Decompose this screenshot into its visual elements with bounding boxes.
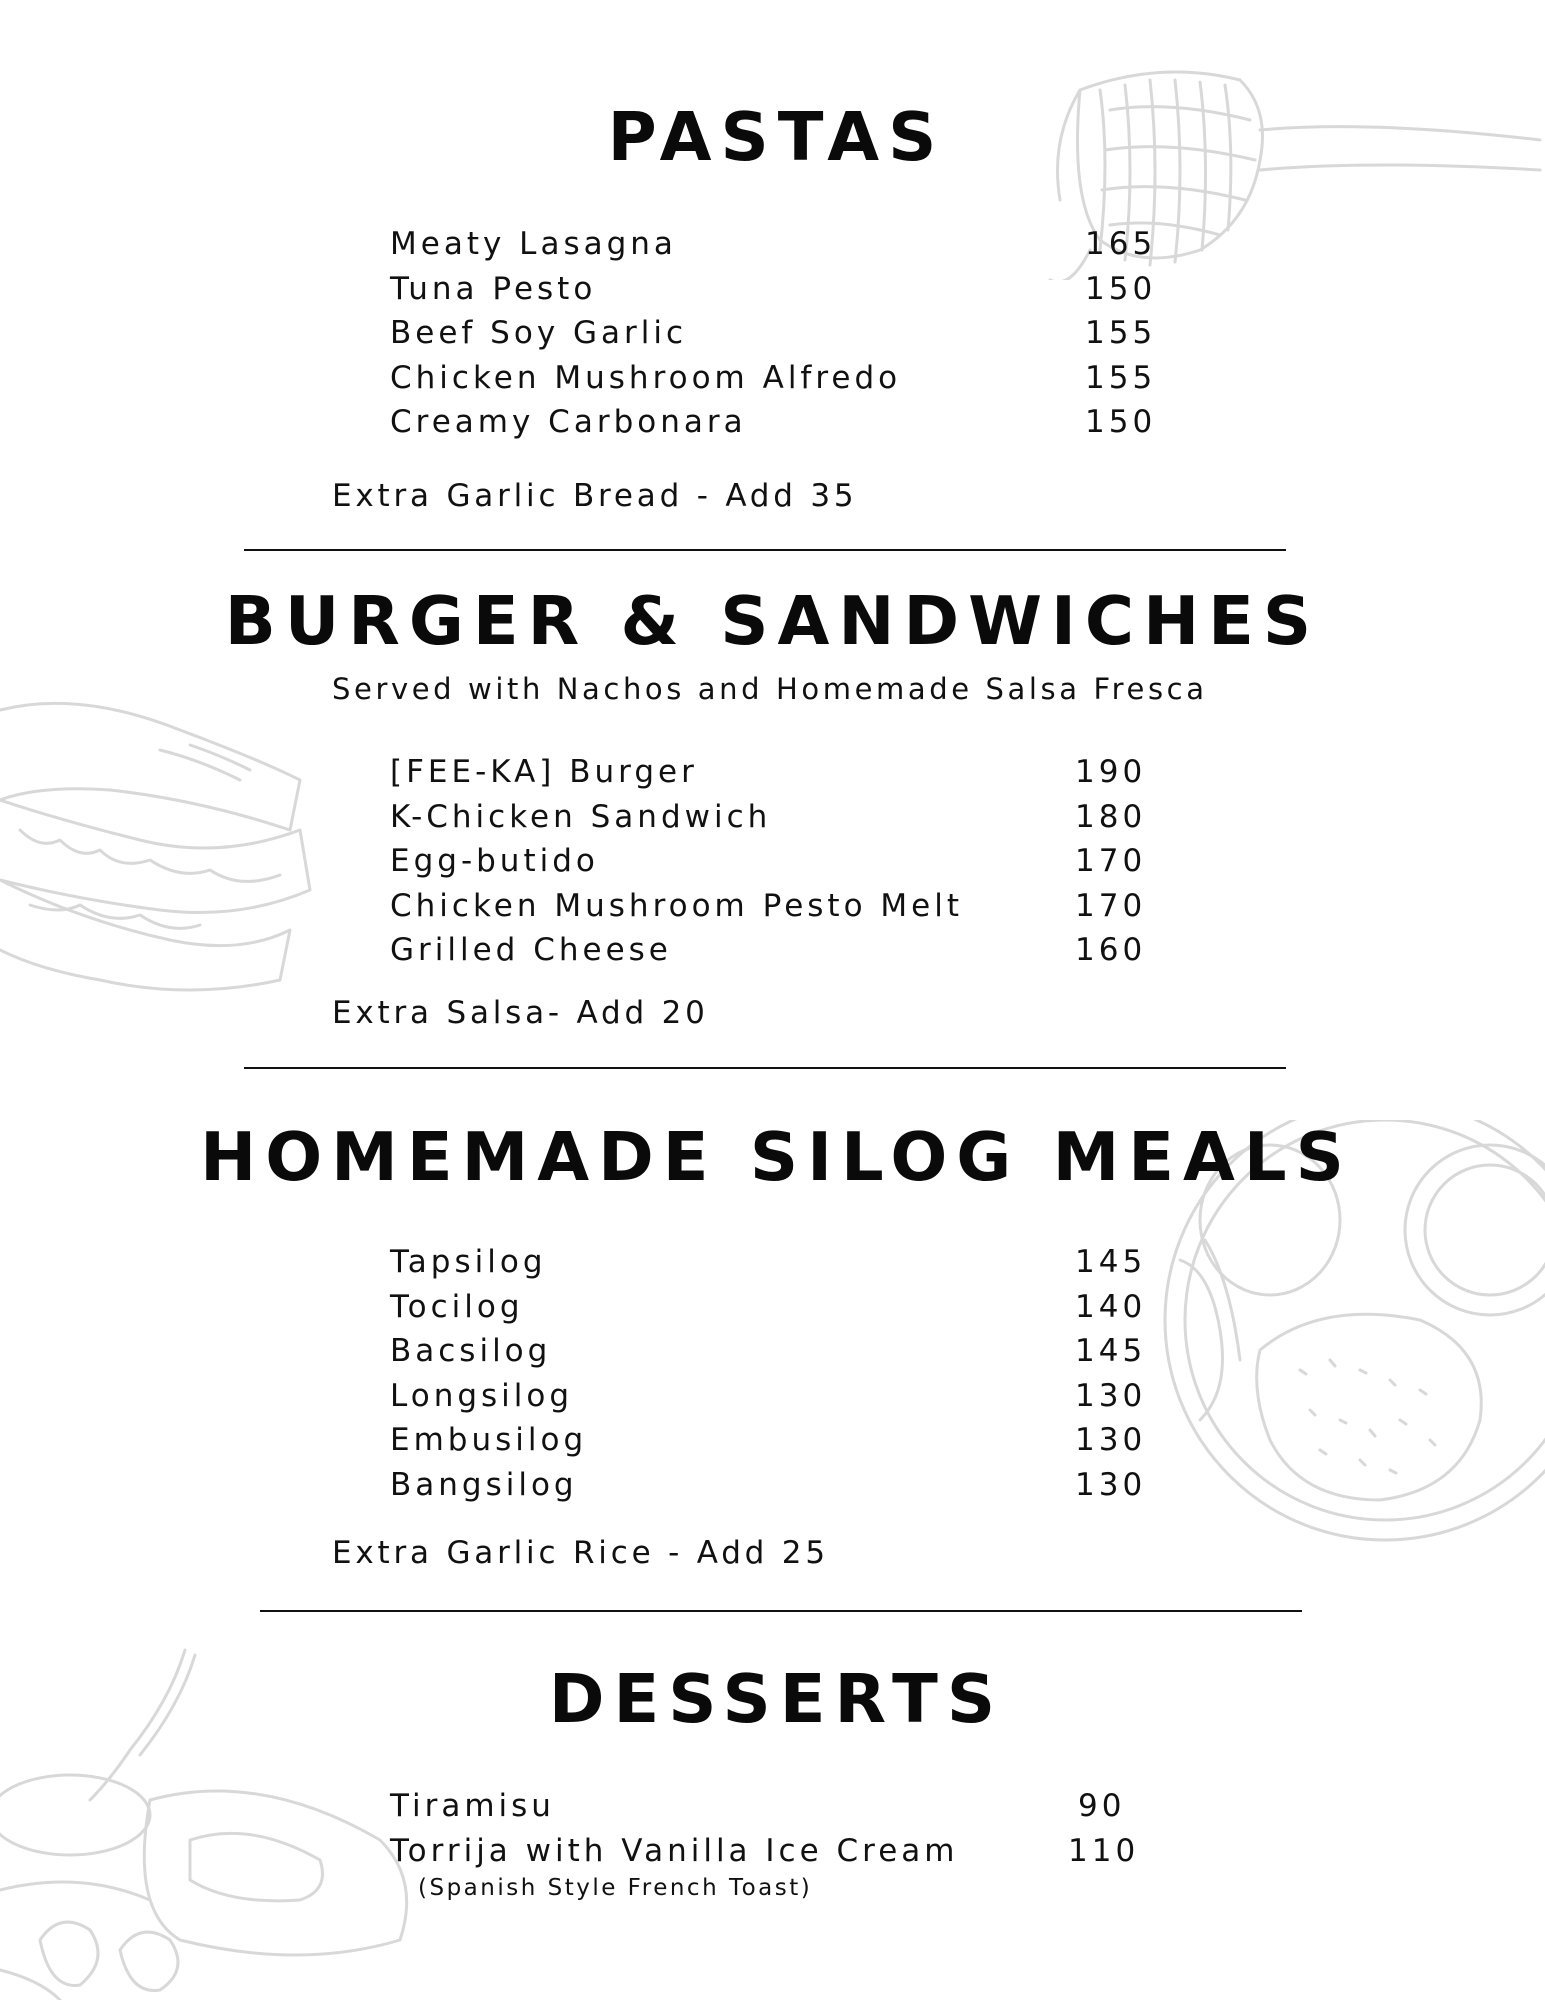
menu-item: Torrija with Vanilla Ice Cream 110	[390, 1832, 1140, 1869]
sandwich-icon	[0, 690, 330, 1000]
menu-item: Meaty Lasagna 165	[390, 226, 1157, 262]
extra-addon-burgers: Extra Salsa- Add 20	[332, 995, 709, 1031]
menu-item: Bangsilog 130	[390, 1466, 1147, 1503]
section-divider	[244, 549, 1286, 551]
section-title-burgers: BURGER & SANDWICHES	[224, 582, 1321, 660]
menu-item: Beef Soy Garlic 155	[390, 315, 1157, 351]
menu-item: K-Chicken Sandwich 180	[390, 798, 1147, 835]
menu-item: Longsilog 130	[390, 1377, 1147, 1414]
menu-list-burgers	[390, 750, 1160, 973]
menu-list-desserts	[390, 1784, 1160, 1873]
menu-item: Embusilog 130	[390, 1422, 1147, 1458]
section-title-silog: HOMEMADE SILOG MEALS	[200, 1118, 1353, 1196]
section-divider	[260, 1610, 1302, 1612]
extra-addon-silog: Extra Garlic Rice - Add 25	[332, 1535, 829, 1571]
menu-list-pastas	[390, 222, 1160, 445]
section-subtitle-burgers: Served with Nachos and Homemade Salsa Fresca	[332, 672, 1208, 706]
menu-item: Chicken Mushroom Alfredo 155	[390, 359, 1157, 396]
menu-item: Creamy Carbonara 150	[390, 404, 1157, 440]
menu-list-silog	[390, 1240, 1160, 1507]
section-divider	[244, 1067, 1286, 1069]
menu-item: [FEE-KA] Burger 190	[390, 754, 1147, 790]
menu-item: Tocilog 140	[390, 1288, 1147, 1325]
menu-item: Tiramisu 90	[390, 1788, 1126, 1824]
menu-item: Bacsilog 145	[390, 1333, 1147, 1369]
item-note-torrija: (Spanish Style French Toast)	[418, 1875, 813, 1901]
menu-item: Egg-butido 170	[390, 843, 1147, 879]
menu-item: Tapsilog 145	[390, 1244, 1147, 1280]
menu-item: Tuna Pesto 150	[390, 270, 1157, 307]
section-title-pastas: PASTAS	[607, 98, 946, 176]
menu-item: Chicken Mushroom Pesto Melt 170	[390, 887, 1147, 924]
section-title-desserts: DESSERTS	[548, 1660, 1005, 1738]
extra-addon-pastas: Extra Garlic Bread - Add 35	[332, 478, 858, 514]
menu-item: Grilled Cheese 160	[390, 932, 1147, 968]
